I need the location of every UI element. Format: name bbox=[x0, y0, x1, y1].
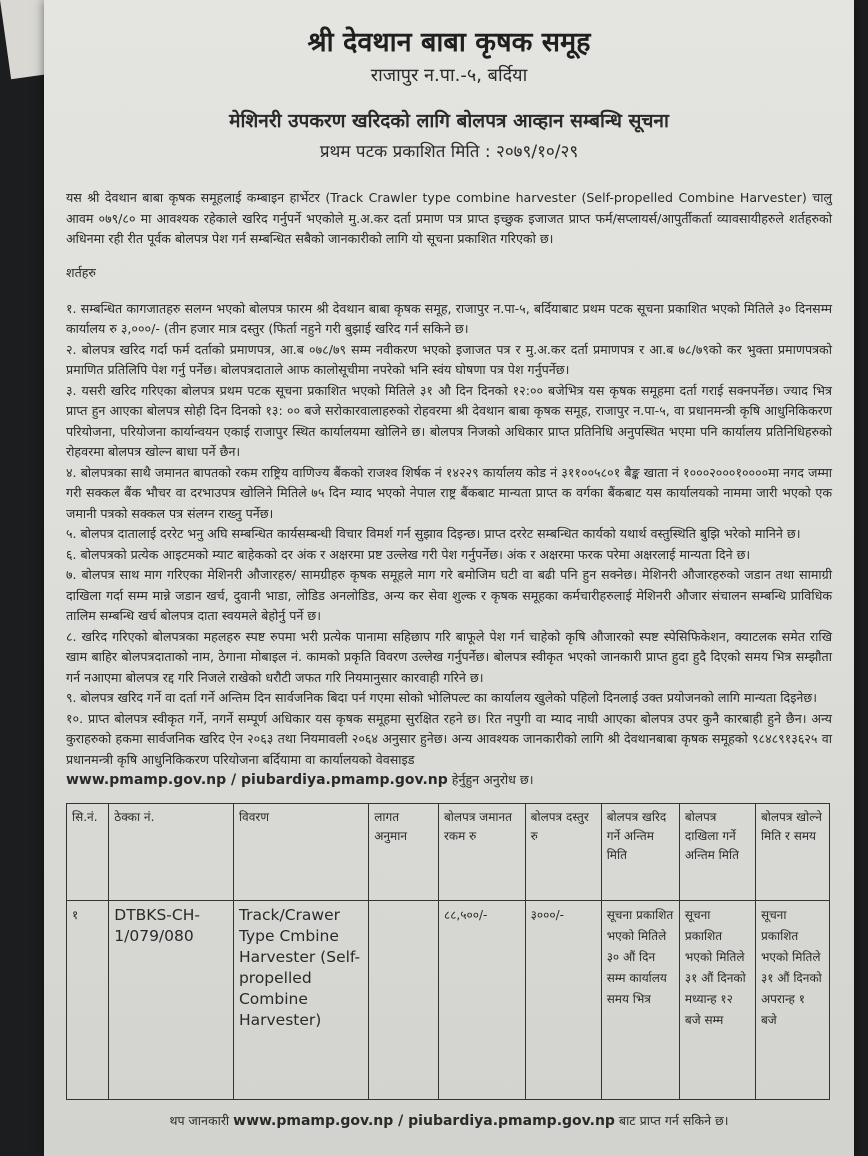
footer-links[interactable]: www.pmamp.gov.np / piubardiya.pmamp.gov.np bbox=[233, 1112, 615, 1129]
condition-3: ३. यसरी खरिद गरिएका बोलपत्र प्रथम पटक सूचना प्रकाशित भएको मितिले ३१ औ दिन दिनको १२:०० बजेभित्र यस कृषक समूहमा दर्ता गराई सक्नपर्नेछ। ज्याद भित्र प्राप्त हुन आएका बोलपत्र सोही दिन दिनको १३: ०० बजे सरोकारवालाहरुको रोहवरमा श्री देवथान बाबा कृषक समूह, राजापुर न.पा-५, वा प्रधानमन्त्री कृषि आधुनिकिकरण परियोजना, परियोजना कार्यान्वयन एकाई राजापुर स्थित कार्यालयमा खोलिने छ। बोलपत्र निजको अधिकार प्राप्त प्रतिनिधि अनुपस्थित भएमा पनि कार्यालय प्रतिनिधिहरुको रोहवरमा बोलपत्र खोल्न बाधा पर्ने छैन। bbox=[66, 382, 832, 459]
footer-prefix: थप जानकारी bbox=[169, 1112, 234, 1128]
header-cost-estimate: लागत अनुमान bbox=[369, 803, 439, 900]
website-line bbox=[66, 770, 832, 791]
publication-date: प्रथम पटक प्रकाशित मिति : २०७९/१०/२९ bbox=[319, 142, 579, 162]
condition-4: ४. बोलपत्रका साथै जमानत बापतको रकम राष्ट्रिय वाणिज्य बैंकको राजश्व शिर्षक नं १४२२९ कार्यालय कोड नं ३११००५८०१ बैङ्क खाता नं १०००२०००१००००मा नगद जम्मा गरी सक्कल बैंक भौचर वा दरभाउपत्र खोलिने मितिले ७५ दिन म्याद भएको नेपाल राष्ट्र बैंकबाट मान्यता प्राप्त क वर्गका बैंकबाट यस कार्यालयको नाममा जारी भएको एक जमानी पत्रको सक्कल पत्र संलग्न राख्नु पर्नेछ। bbox=[66, 464, 832, 521]
cell-submission-deadline: सूचना प्रकाशित भएको मितिले ३१ औं दिनको मध्यान्ह १२ बजे सम्म bbox=[679, 900, 755, 1099]
cell-description: Track/Crawer Type Cmbine Harvester (Self-propelled Combine Harvester) bbox=[233, 900, 368, 1099]
notice-title: मेशिनरी उपकरण खरिदको लागि बोलपत्र आव्हान सम्बन्धि सूचना bbox=[229, 110, 669, 132]
header-submission-deadline: बोलपत्र दाखिला गर्ने अन्तिम मिति bbox=[679, 803, 755, 900]
organization-address: राजापुर न.पा.-५, बर्दिया bbox=[370, 65, 528, 86]
cell-purchase-deadline: सूचना प्रकाशित भएको मितिले ३० औं दिन सम्म कार्यालय समय भित्र bbox=[601, 900, 679, 1099]
condition-1: १. सम्बन्धित कागजातहरु सलग्न भएको बोलपत्र फारम श्री देवथान बाबा कृषक समूह, राजापुर न.पा-५, बर्दियाबाट प्रथम पटक सूचना प्रकाशित भएको मितिले ३० दिनसम्म कार्यालय रु ३,०००/- (तीन हजार मात्र दस्तुर (फिर्ता नहुने गरी बुझाई खरिद गर्न सकिने छ। bbox=[66, 300, 832, 336]
condition-8: ८. खरिद गरिएको बोलपत्रका महलहरु स्पष्ट रुपमा भरी प्रत्येक पानामा सहिछाप गरि बाफूले पेश गर्न चाहेको कृषि औजारको स्पष्ट स्पेसिफिकेशन, क्याटलक समेत राखि खाम बाहिर बोलपत्रदाताको नाम, ठेगाना मोबाइल नं. कामको प्रकृति विवरण उल्लेख गर्नुपर्नेछ। बोलपत्र स्वीकृत भएको जानकारी प्राप्त हुदा हुदै दिएको समय भित्र सम्झौता गर्न नआएमा बोलपत्र रद्द गरि निजले राखेको धरौटी जफत गरि नियमानुसार कारवाही गरिने छ। bbox=[66, 628, 833, 685]
website-links[interactable]: www.pmamp.gov.np / piubardiya.pmamp.gov.np bbox=[66, 772, 448, 788]
website-suffix: हेर्नुहुन अनुरोध छ। bbox=[447, 772, 534, 787]
condition-10: १०. प्राप्त बोलपत्र स्वीकृत गर्ने, नगर्ने सम्पूर्ण अधिकार यस कृषक समूहमा सुरक्षित रहने छ। रित नपुगी वा म्याद नाघी आएका बोलपत्र उपर कुनै कारबाही हुने छैन। अन्य कुराहरुको हकमा सार्वजनिक खरिद ऐन २०६३ तथा नियमावली २०६४ अनुसार हुनेछ। अन्य आवश्यक जानकारीको लागि श्री देवथानबाबा कृषक समूहको ९८४८९१३६२५ वा प्रधानमन्त्री कृषि आधुनिकिकरण परियोजना बर्दियामा वा कार्यालयको वेवसाइड bbox=[66, 710, 832, 767]
condition-2: २. बोलपत्र खरिद गर्दा फर्म दर्ताको प्रमाणपत्र, आ.ब ०७८/७९ सम्म नवीकरण भएको इजाजत पत्र र मु.अ.कर दर्ता प्रमाणपत्र र आ.ब ७८/७९को कर भुक्ता प्रमाणपत्रको प्रमाणित प्रतिलिपि पेश गर्नु पर्नेछ। बोलपत्रदाताले आफ कालोसूचीमा नपरेको भनि स्वंय घोषणा पत्र पेश गर्नुपर्नेछ। bbox=[66, 341, 832, 377]
cell-sn: १ bbox=[67, 900, 109, 1099]
cell-contract-no: DTBKS-CH-1/079/080 bbox=[109, 900, 234, 1099]
footer-note bbox=[66, 1112, 832, 1129]
header-contract-no: ठेक्का नं. bbox=[109, 803, 234, 900]
header-sn: सि.नं. bbox=[67, 803, 109, 900]
header-description: विवरण bbox=[233, 803, 368, 900]
organization-name: श्री देवथान बाबा कृषक समूह bbox=[307, 27, 591, 58]
header-bid-fee: बोलपत्र दस्तुर रु bbox=[525, 803, 601, 900]
condition-5: ५. बोलपत्र दातालाई दररेट भनु अघि सम्बन्धित कार्यसम्बन्धी विचार विमर्श गर्न सुझाव दिइन्छ। प्राप्त दररेट सम्बन्धित कार्यको यथार्थ वस्तुस्थिति बुझि भरेको मानिने छ। bbox=[66, 526, 801, 541]
intro-paragraph: यस श्री देवथान बाबा कृषक समूहलाई कम्बाइन हार्भेटर (Track Crawler type combine harvester (Self-propelled Combine Harvester) चालु आवम ०७९/८० मा आवश्यक रहेकाले खरिद गर्नुपर्ने भएकोले मु.अ.कर दर्ता प्रमाण पत्र प्राप्त इच्छुक इजाजत प्राप्त फर्म/सप्लायर्स/आपुर्तीकर्ता व्यावसायीहरुले शर्तहरुको अधिनमा रही रीत पूर्वक बोलपत्र पेश गर्न सम्बन्धित सबैको जानकारीको लागि यो सूचना प्रकाशित गरिएको छ। bbox=[66, 190, 832, 246]
cell-bid-fee: ३०००/- bbox=[525, 900, 601, 1099]
tender-table bbox=[66, 803, 830, 1100]
footer-suffix: बाट प्राप्त गर्न सकिने छ। bbox=[614, 1112, 729, 1128]
header-bid-security: बोलपत्र जमानत रकम रु bbox=[438, 803, 525, 900]
table-row bbox=[67, 900, 830, 1099]
conditions-list bbox=[66, 299, 832, 771]
cell-cost-estimate bbox=[369, 900, 439, 1099]
condition-6: ६. बोलपत्रको प्रत्येक आइटमको म्याट बाहेकको दर अंक र अक्षरमा प्रष्ट उल्लेख गरी पेश गर्नुपर्नेछ। अंक र अक्षरमा फरक परेमा अक्षरलाई मान्यता दिने छ। bbox=[66, 546, 751, 562]
header-opening-time: बोलपत्र खोल्ने मिति र समय bbox=[755, 803, 829, 900]
table-header-row bbox=[67, 803, 830, 900]
cell-opening-time: सूचना प्रकाशित भएको मितिले ३१ औं दिनको अपरान्ह १ बजे bbox=[755, 900, 829, 1099]
cell-bid-security: ८८,५००/- bbox=[438, 900, 525, 1099]
conditions-heading: शर्तहरु bbox=[66, 264, 96, 280]
condition-7: ७. बोलपत्र साथ माग गरिएका मेशिनरी औजारहरु/ सामग्रीहरु कृषक समूहले माग गरे बमोजिम घटी वा बढी पनि हुन सक्नेछ। मेशिनरी औजारहरुको जडान तथा सामाग्री दाखिला गर्दा सम्म मान्ने जडान खर्च, दुवानी भाडा, लोडिड अनलोडिड, अन्य कर सेवा शुल्क र कृषक समूहका कर्मचारीहरुलाई मेशिनरी औजार संचालन सम्बन्धि प्राविधिक तालिम सम्बन्धि खर्च बोलपत्र दाता स्वयमले बेहोर्नु पर्ने छ। bbox=[66, 567, 832, 623]
notice-paper bbox=[44, 0, 854, 1156]
header-purchase-deadline: बोलपत्र खरिद गर्ने अन्तिम मिति bbox=[601, 803, 679, 900]
condition-9: ९. बोलपत्र खरिद गर्ने वा दर्ता गर्ने अन्तिम दिन सार्वजनिक बिदा पर्न गएमा सोको भोलिपल्ट का कार्यालय खुलेको पहिलो दिनलाई उक्त प्रयोजनको लागि मान्यता दिइनेछ। bbox=[66, 690, 817, 705]
